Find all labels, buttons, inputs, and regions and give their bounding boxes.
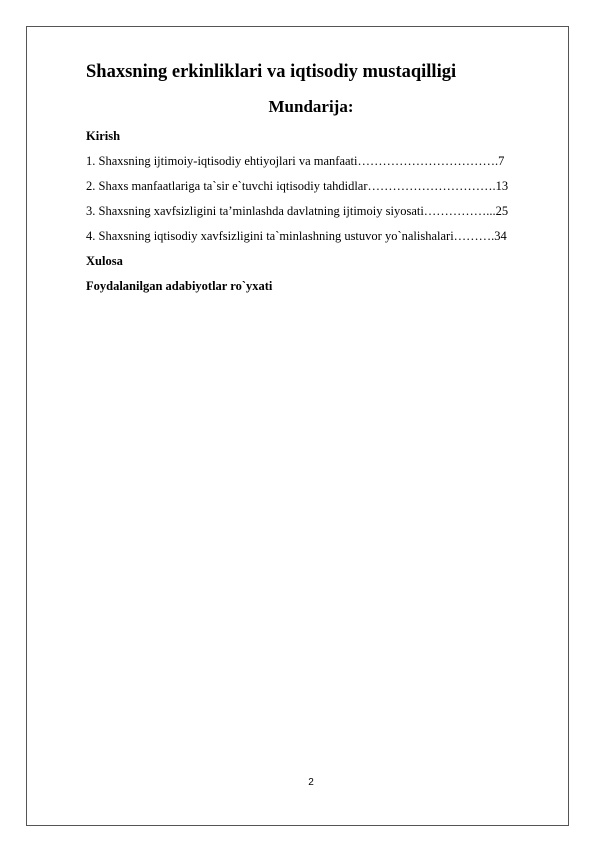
- page-number: 2: [308, 777, 314, 788]
- toc-entry-references: Foydalanilgan adabiyotlar ro`yxati: [86, 279, 273, 293]
- toc-entry-chapter-1: 1. Shaxsning ijtimoiy-iqtisodiy ehtiyojlari va manfaati…………………………….7: [86, 154, 505, 168]
- toc-entry-chapter-4: 4. Shaxsning iqtisodiy xavfsizligini ta`minlashning ustuvor yo`nalishalari……….34: [86, 229, 507, 243]
- toc-entry-chapter-2: 2. Shaxs manfaatlariga ta`sir e`tuvchi iqtisodiy tahdidlar………………………….13: [86, 179, 509, 193]
- toc-entry-introduction: Kirish: [86, 129, 121, 143]
- page-border: [26, 26, 569, 826]
- toc-heading: Mundarija:: [268, 97, 354, 116]
- toc-entry-chapter-3: 3. Shaxsning xavfsizligini ta’minlashda davlatning ijtimoiy siyosati……………...25: [86, 204, 509, 218]
- document-title: Shaxsning erkinliklari va iqtisodiy mustaqilligi: [86, 62, 457, 82]
- toc-entry-conclusion: Xulosa: [86, 254, 123, 268]
